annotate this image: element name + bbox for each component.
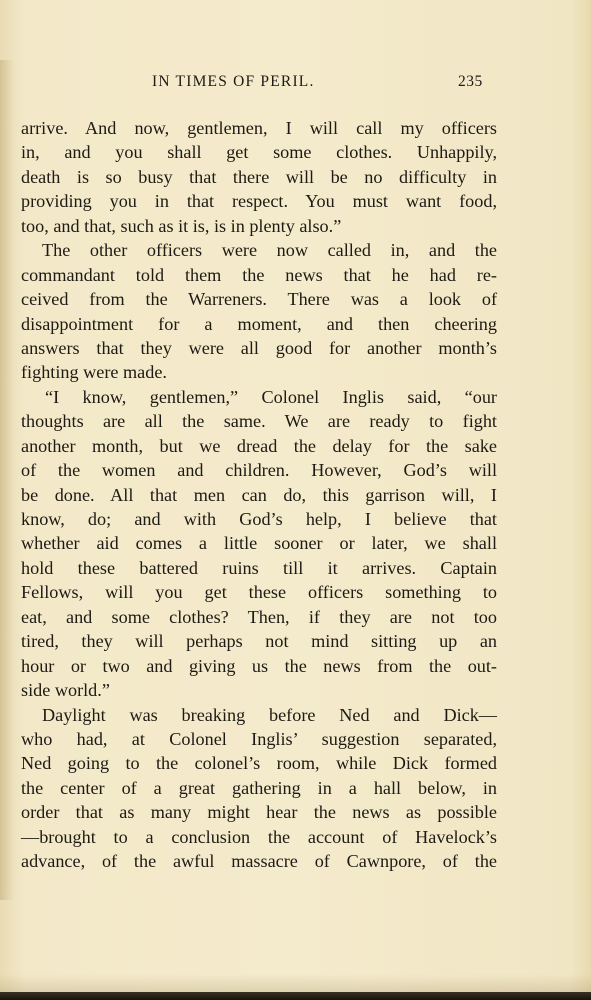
text-line: know, do; and with God’s help, I believe that — [21, 509, 497, 529]
text-line: providing you in that respect. You must want food, — [21, 191, 497, 212]
text-line: in, and you shall get some clothes. Unhappily, — [21, 142, 497, 163]
text-line: disappointment for a moment, and then cheering — [21, 313, 497, 334]
text-line: side world.” — [21, 680, 110, 701]
page-bottom-edge — [0, 992, 591, 1000]
running-title: IN TIMES OF PERIL. — [152, 73, 315, 90]
text-line: eat, and some clothes? Then, if they are not too — [21, 606, 497, 627]
text-line: hold these battered ruins till it arrives. Captain — [21, 557, 497, 578]
text-line: hour or two and giving us the news from the out- — [21, 655, 497, 676]
text-line: Daylight was breaking before Ned and Dick— — [42, 704, 497, 725]
text-line: ceived from the Warreners. There was a look of — [21, 289, 497, 310]
text-line: Fellows, will you get these officers something to — [21, 582, 497, 603]
text-line: thoughts are all the same. We are ready to fight — [21, 411, 497, 432]
text-line: fighting were made. — [21, 362, 167, 383]
text-line: another month, but we dread the delay for the sake — [21, 435, 497, 456]
page-bottom-shadow — [0, 974, 591, 992]
text-line: tired, they will perhaps not mind sitting up an — [21, 631, 497, 652]
text-line: “I know, gentlemen,” Colonel Inglis said, “our — [45, 386, 497, 407]
text-line: death is so busy that there will be no difficulty in — [21, 166, 497, 187]
text-line: the center of a great gathering in a hall below, in — [21, 777, 497, 798]
text-line: whether aid comes a little sooner or later, we shall — [21, 533, 497, 554]
text-line: commandant told them the news that he had re- — [21, 264, 497, 285]
text-line: of the women and children. However, God’s will — [21, 460, 497, 481]
text-line: The other officers were now called in, and the — [42, 240, 497, 261]
text-line: too, and that, such as it is, is in plenty also.” — [21, 215, 342, 236]
body-text — [21, 116, 497, 874]
text-line: arrive. And now, gentlemen, I will call my officers — [21, 118, 497, 138]
text-line: answers that they were all good for another month’s — [21, 337, 497, 358]
text-line: order that as many might hear the news as possible — [21, 802, 497, 823]
text-line: Ned going to the colonel’s room, while Dick formed — [21, 753, 497, 774]
page-number: 235 — [458, 73, 483, 90]
text-line: advance, of the awful massacre of Cawnpore, of the — [21, 851, 497, 872]
text-line: —brought to a conclusion the account of Havelock’s — [21, 826, 497, 847]
text-line: who had, at Colonel Inglis’ suggestion separated, — [21, 728, 497, 749]
page-gutter-shadow — [0, 60, 14, 900]
text-line: be done. All that men can do, this garrison will, I — [21, 484, 497, 505]
